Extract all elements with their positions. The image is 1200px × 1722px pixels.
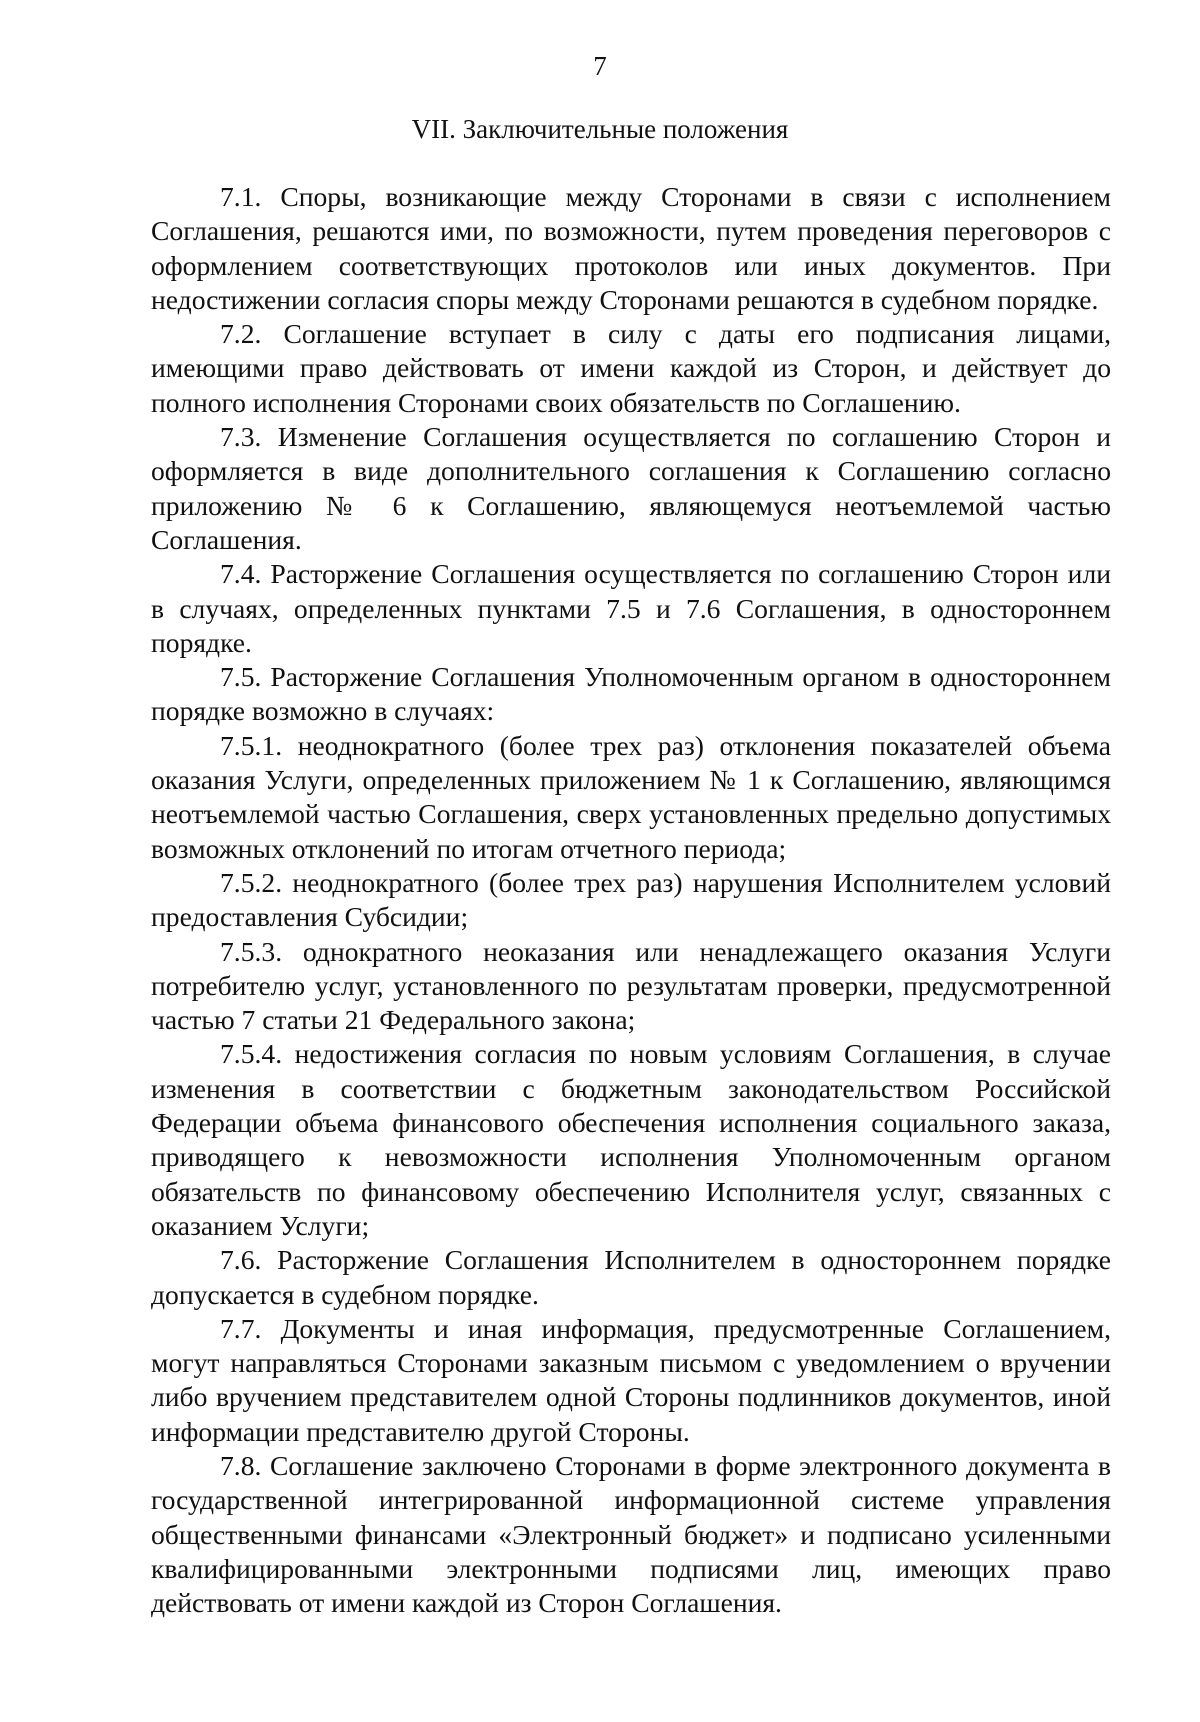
paragraph-7-5-2: 7.5.2. неоднократного (более трех раз) нарушения Исполнителем условий предоставления Субсидии; — [151, 866, 1111, 933]
paragraph-7-1: 7.1. Споры, возникающие между Сторонами в связи с исполнением Соглашения, решаются ими, по возможности, путем проведения переговоров с оформлением соответствующих протоколов или иных документов. При недостижении согласия споры между Сторонами решаются в судебном порядке. — [151, 181, 1111, 315]
paragraph-7-5: 7.5. Расторжение Соглашения Уполномоченным органом в одностороннем порядке возможно в случаях: — [151, 661, 1111, 727]
section-title: VII. Заключительные положения — [411, 114, 789, 144]
paragraph-7-5-3: 7.5.3. однократного неоказания или ненадлежащего оказания Услуги потребителю услуг, установленного по результатам проверки, предусмотренной частью 7 статьи 21 Федерального закона; — [151, 935, 1111, 1036]
paragraph-7-3: 7.3. Изменение Соглашения осуществляется по соглашению Сторон и оформляется в виде дополнительного соглашения к Соглашению согласно приложению № 6 к Соглашению, являющемуся неотъемлемой частью Соглашения. — [151, 421, 1111, 555]
paragraph-7-5-1: 7.5.1. неоднократного (более трех раз) отклонения показателей объема оказания Услуги, определенных приложением № 1 к Соглашению, являющимся неотъемлемой частью Соглашения, сверх установленных предельно допустимых возможных отклонений по итогам отчетного периода; — [151, 729, 1111, 864]
paragraph-7-7: 7.7. Документы и иная информация, предусмотренные Соглашением, могут направляться Сторонами заказным письмом с уведомлением о вручении либо вручением представителем одной Стороны подлинников документов, иной информации представителю другой Стороны. — [151, 1312, 1111, 1447]
paragraph-7-8: 7.8. Соглашение заключено Сторонами в форме электронного документа в государственной интегрированной информационной системе управления общественными финансами «Электронный бюджет» и подписано усиленными квалифицированными электронными подписями лиц, имеющих право действовать от имени каждой из Сторон Соглашения. — [151, 1449, 1111, 1619]
paragraph-7-5-4: 7.5.4. недостижения согласия по новым условиям Соглашения, в случае изменения в соответствии с бюджетным законодательством Российской Федерации объема финансового обеспечения исполнения социального заказа, приводящего к невозможности исполнения Уполномоченным органом обязательств по финансовому обеспечению Исполнителя услуг, связанных с оказанием Услуги; — [151, 1038, 1111, 1241]
paragraph-7-6: 7.6. Расторжение Соглашения Исполнителем в одностороннем порядке допускается в судебном порядке. — [151, 1244, 1111, 1310]
paragraph-7-4: 7.4. Расторжение Соглашения осуществляется по соглашению Сторон или в случаях, определенных пунктами 7.5 и 7.6 Соглашения, в одностороннем порядке. — [151, 558, 1111, 658]
document-body — [151, 180, 1111, 1620]
page-number: 7 — [593, 51, 607, 81]
paragraph-7-2: 7.2. Соглашение вступает в силу с даты его подписания лицами, имеющими право действовать от имени каждой из Сторон, и действует до полного исполнения Сторонами своих обязательств по Соглашению. — [151, 318, 1111, 418]
